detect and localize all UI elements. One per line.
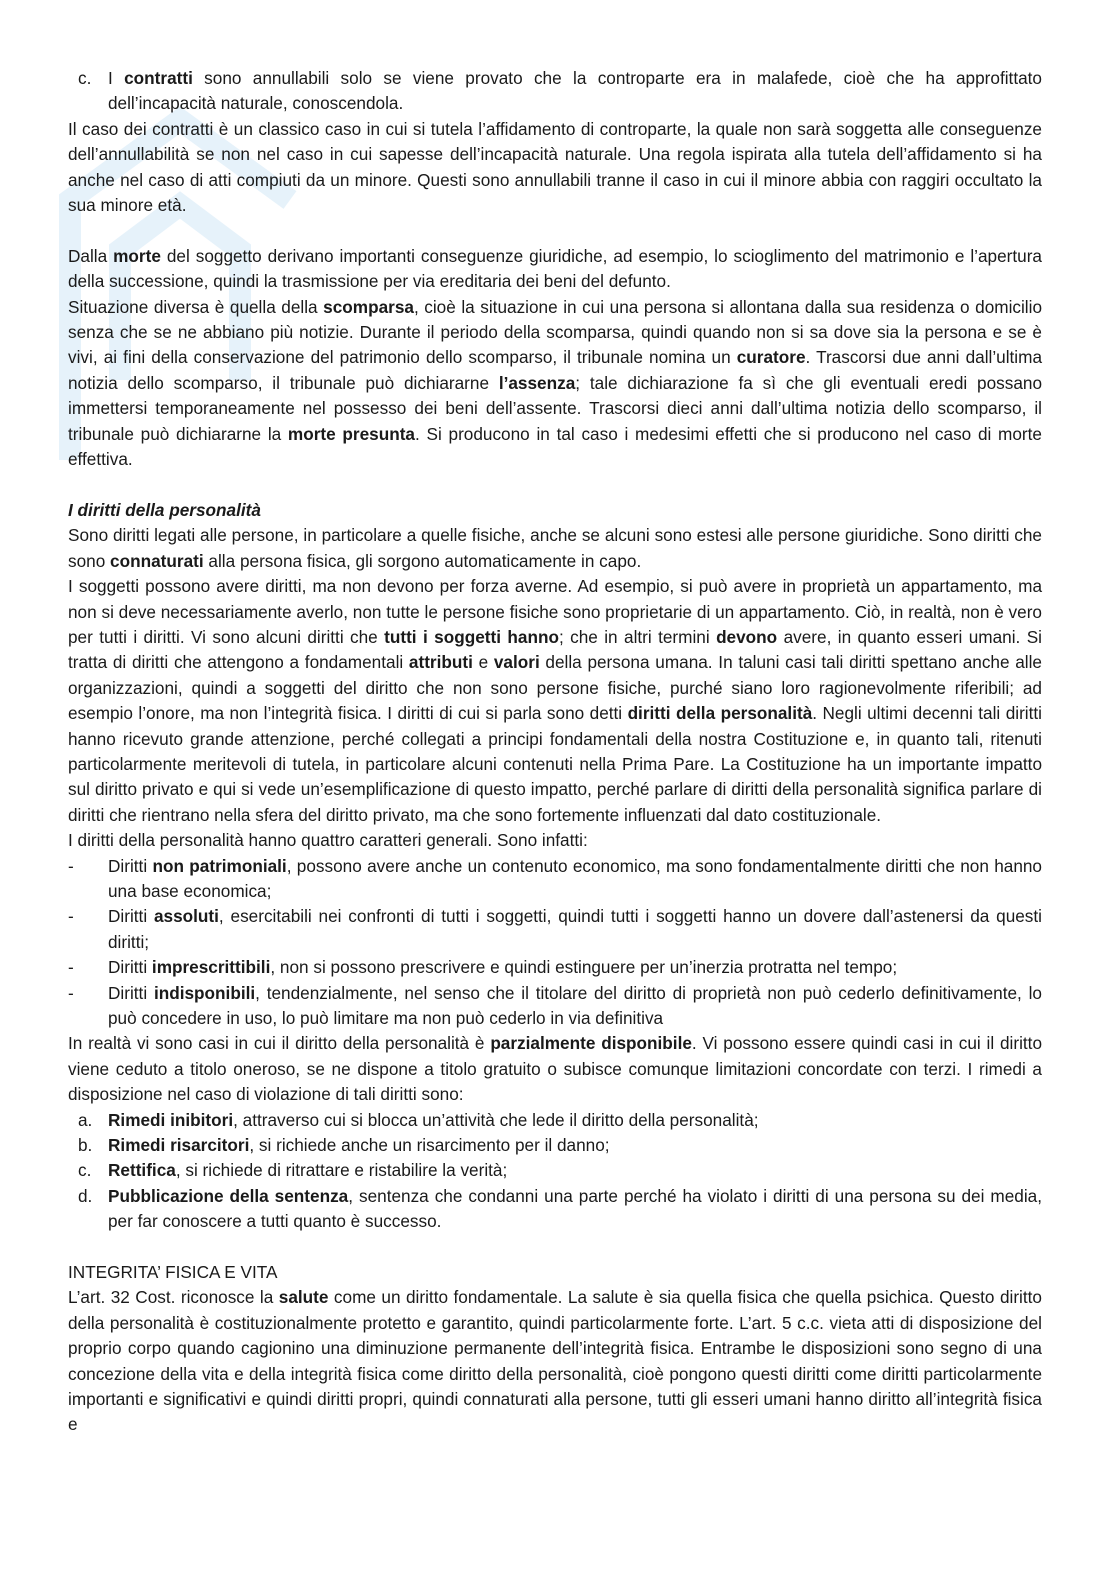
bold-term: attributi [408,652,473,673]
text-run: , si richiede di ritrattare e ristabilire la verità; [175,1160,508,1181]
text-run: avere, in quanto esseri umani. Si tratta di diritti che attengono a fondamentali [68,626,1042,673]
text-run: . Si producono in tal caso i medesimi effetti che si producono nel caso di morte effettiva. [68,423,1042,470]
text-run: I [108,68,125,88]
bold-term: l’assenza [498,372,576,393]
list-item-text [108,1158,1042,1183]
bold-term: devono [716,626,778,647]
list-marker: - [68,957,74,978]
paragraph-morte [68,244,1042,295]
heading-integrita-fisica: INTEGRITA’ FISICA E VITA [68,1262,278,1283]
list-marker: c. [78,68,92,88]
bold-term: tutti i soggetti hanno [384,626,559,647]
list-item-text [108,1133,1042,1158]
paragraph-contratti [68,117,1042,219]
text-run: . Vi possono essere quindi casi in cui il diritto viene ceduto a titolo oneroso, se ne dispone a titolo gratuito o subisce comunque limitazioni concordate con terzi. I rimedi a disposizione nel caso di violazione di tali diritti sono: [68,1033,1043,1105]
text-run: , esercitabili nei confronti di tutti i soggetti, quindi tutti i soggetti hanno un dovere dall’astenersi da questi diritti; [108,906,1042,952]
paragraph-soggetti [68,574,1042,828]
list-item-text [108,981,1042,1032]
text-run: Dalla [68,245,114,266]
list-item [68,1133,1042,1158]
text-run: Sono diritti legati alle persone, in particolare a quelle fisiche, anche se alcuni sono estesi alle persone giuridiche. Sono diritti che sono [68,525,1042,571]
text-run: alla persona fisica, gli sorgono automaticamente in capo. [203,550,642,571]
list-item [68,904,1042,955]
text-run: , cioè la situazione in cui una persona si allontana dalla sua residenza o domicilio senza che se ne abbiano più notizie. Durante il periodo della scomparsa, quindi quando non si sa dove sia la persona e se è vivi, ai fini della conservazione del patrimonio dello scomparso, il tribunale nomina un [68,296,1042,368]
text-run: , attraverso cui si blocca un’attività che lede il diritto della personalità; [233,1109,759,1130]
bold-term: diritti della personalità [627,703,813,724]
list-item-text [108,1108,1042,1133]
text-run: e [472,652,494,673]
text-run: Situazione diversa è quella della [68,296,324,317]
text-run: In realtà vi sono casi in cui il diritto della personalità è [68,1033,491,1054]
paragraph-integrita [68,1285,1042,1437]
text-run: della persona umana. In taluni casi tali diritti spettano anche alle organizzazioni, quindi a soggetti del diritto che non sono persone fisiche, purché siano loro ragionevolmente riferibili; ad esempio l’onore, ma non l’integrità fisica. I diritti di cui si parla sono detti [68,652,1042,724]
text-run: , non si possono prescrivere e quindi estinguere per un’inerzia protratta nel tempo; [270,957,898,978]
list-item-c-contratti [68,66,1042,117]
bold-term: valori [493,652,540,673]
text-run: . Trascorsi due anni dall’ultima notizia dello scomparso, il tribunale può dichiararne [68,347,1043,393]
text-run: L’art. 32 Cost. riconosce la [68,1287,279,1308]
text-run: I soggetti possono avere diritti, ma non devono per forza averne. Ad esempio, si può avere in proprietà un appartamento, ma non si deve necessariamente averlo, non tutte le persone fisiche sono proprietarie di un appartamento. Ciò, in realtà, non è vero per tutti i diritti. Vi sono alcuni diritti che [68,576,1042,647]
list-marker: d. [78,1185,93,1206]
list-item-text [108,66,1042,117]
bold-term: assoluti [153,906,219,927]
caratteri-list [68,854,1042,1032]
bold-term: Rimedi risarcitori [108,1135,250,1156]
text-run: Diritti [108,906,154,927]
text-run: I diritti della personalità hanno quattro caratteri generali. Sono infatti: [68,830,588,851]
text-run: del soggetto derivano importanti conseguenze giuridiche, ad esempio, lo scioglimento del matrimonio e l’apertura della successione, quindi la trasmissione per via ereditaria dei beni del defunto. [68,245,1042,292]
document-page [68,66,1042,1438]
list-item-text [108,955,1042,980]
text-run: come un diritto fondamentale. La salute è sia quella fisica che quella psichica. Questo diritto della personalità è costituzionalmente protetto e garantito, quindi particolarmente forte. L’art. 5 c.c. vieta atti di disposizione del proprio corpo quando cagionino una diminuzione permanente dell’integrità fisica. Entrambe le disposizioni sono segno di una concezione della vita e della integrità fisica come diritto della personalità, cioè pongono questi diritti come diritti particolarmente importanti e significativi e quindi diritti propri, quindi connaturati alla persone, tutti gli esseri umani hanno diritto all’integrità fisica e [68,1287,1042,1435]
text-run: . Negli ultimi decenni tali diritti hanno ricevuto grande attenzione, perché collegati a principi fondamentali della nostra Costituzione e, in quanto tali, ritenuti particolarmente meritevoli di tutela, in particolare alcuni contenuti nella Prima Pare. La Costituzione ha un importante impatto sul diritto privato e qui si vede un’esemplificazione di questo impatto, perché parlare di diritti della personalità significa parlare di diritti che rientrano nella sfera del diritto privato, ma che sono fortemente influenzati dal dato costituzionale. [68,703,1042,825]
bold-term: non patrimoniali [152,855,287,876]
bold-term: imprescrittibili [151,957,271,978]
list-marker: - [68,855,74,876]
bold-term: connaturati [110,550,204,571]
list-item [68,1184,1042,1235]
list-marker: c. [78,1160,92,1181]
text-run: Diritti [108,982,154,1003]
bold-term: parzialmente disponibile [490,1033,692,1054]
text-run: , sentenza che condanni una parte perché ha violato i diritti di una persona su dei media, per far conoscere a tutti quanto è successo. [108,1185,1042,1232]
bold-term: morte [113,245,161,266]
bold-term: contratti [124,68,193,88]
list-marker: - [68,982,74,1003]
text-run: sono annullabili solo se viene provato che la controparte era in malafede, cioè che ha approfittato dell’incapacità naturale, conoscendola. [108,68,1042,114]
bold-term: curatore [736,347,806,368]
rimedi-list [68,1108,1042,1235]
text-run: ; che in altri termini [558,626,717,647]
paragraph-parzialmente-disponibile [68,1031,1042,1107]
list-item-text [108,1184,1042,1235]
list-item [68,981,1042,1032]
bold-term: morte presunta [287,423,415,444]
list-marker: a. [78,1109,93,1130]
text-run: Diritti [108,957,152,978]
text-run: Diritti [108,855,153,876]
text-run: ; tale dichiarazione fa sì che gli eventuali eredi possano immettersi temporaneamente nel possesso dei beni dell’assente. Trascorsi dieci anni dall’ultima notizia dello scomparso, il tribunale può dichiararne la [68,372,1042,444]
list-marker: - [68,906,74,927]
bold-term: Pubblicazione della sentenza [108,1185,349,1206]
paragraph-caratteri [68,828,1042,853]
text-run: , tendenzialmente, nel senso che il titolare del diritto di proprietà non può cederlo definitivamente, lo può concedere in uso, lo può limitare ma non può cederlo in via definitiva [108,982,1042,1028]
list-item-text [108,854,1042,905]
list-item [68,1108,1042,1133]
list-item [68,955,1042,980]
bold-term: scomparsa [323,296,414,317]
list-item-text [108,904,1042,955]
list-item [68,854,1042,905]
list-item [68,1158,1042,1183]
heading-diritti-personalita: I diritti della personalità [68,499,261,520]
bold-term: Rettifica [108,1160,176,1181]
bold-term: Rimedi inibitori [108,1109,234,1130]
text-run: , possono avere anche un contenuto economico, ma sono fondamentalmente diritti che non hanno una base economica; [108,855,1042,901]
bold-term: indisponibili [153,982,256,1003]
list-marker: b. [78,1135,93,1156]
bold-term: salute [278,1287,329,1308]
paragraph-sono-diritti [68,523,1042,574]
paragraph-scomparsa [68,295,1042,473]
text-run: Il caso dei contratti è un classico caso in cui si tutela l’affidamento di controparte, la quale non sarà soggetta alle conseguenze dell’annullabilità se non nel caso in cui sapesse dell’incapacità naturale. Una regola ispirata alla tutela dell’affidamento si ha anche nel caso di atti compiuti da un minore. Questi sono annullabili tranne il caso in cui il minore abbia con raggiri occultato la sua minore età. [68,118,1042,216]
text-run: , si richiede anche un risarcimento per il danno; [249,1135,610,1156]
